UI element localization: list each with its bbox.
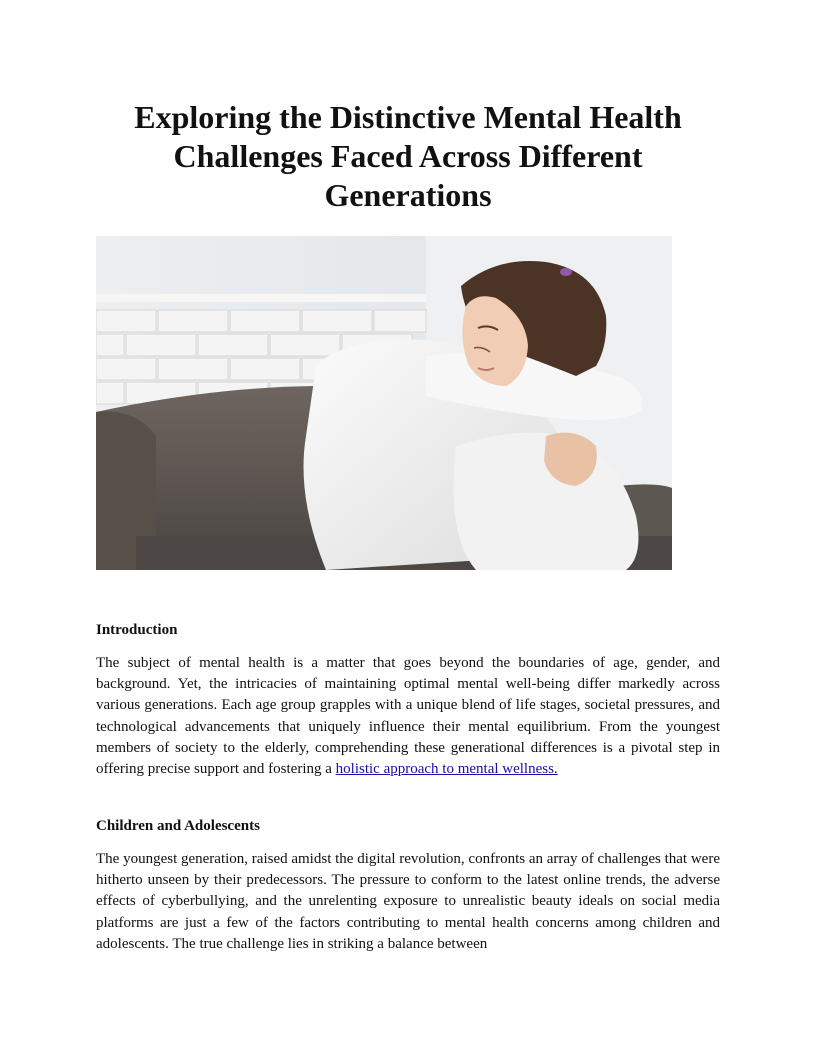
page-title: Exploring the Distinctive Mental Health Challenges Faced Across Different Generations — [134, 99, 682, 213]
hero-photo — [96, 236, 672, 570]
children-adolescents-paragraph: The youngest generation, raised amidst the digital revolution, confronts an array of challenges that were hitherto unseen by their predecessors. The pressure to conform to the latest online trends, the adverse effects of cyberbullying, and the unrelenting exposure to unrealistic beauty ideals on social media platforms are just a few of the factors contributing to mental health concerns among children and adolescents. The true challenge lies in striking a balance between — [96, 851, 720, 952]
introduction-paragraph — [96, 653, 720, 780]
section-heading-introduction: Introduction — [96, 622, 178, 638]
introduction-paragraph-text: The subject of mental health is a matter that goes beyond the boundaries of age, gender, and background. Yet, the intricacies of maintaining optimal mental well-being differ markedly across various generations. Each age group grapples with a unique blend of life stages, societal pressures, and technological advancements that uniquely influence their mental equilibrium. From the youngest members of society to the elderly, comprehending these generational differences is a pivotal step in offering precise support and fostering a — [96, 655, 720, 778]
photo-woman-hugging-knees-icon — [96, 236, 672, 570]
holistic-approach-link[interactable]: holistic approach to mental wellness. — [335, 761, 558, 778]
section-heading-children-adolescents: Children and Adolescents — [96, 818, 260, 834]
